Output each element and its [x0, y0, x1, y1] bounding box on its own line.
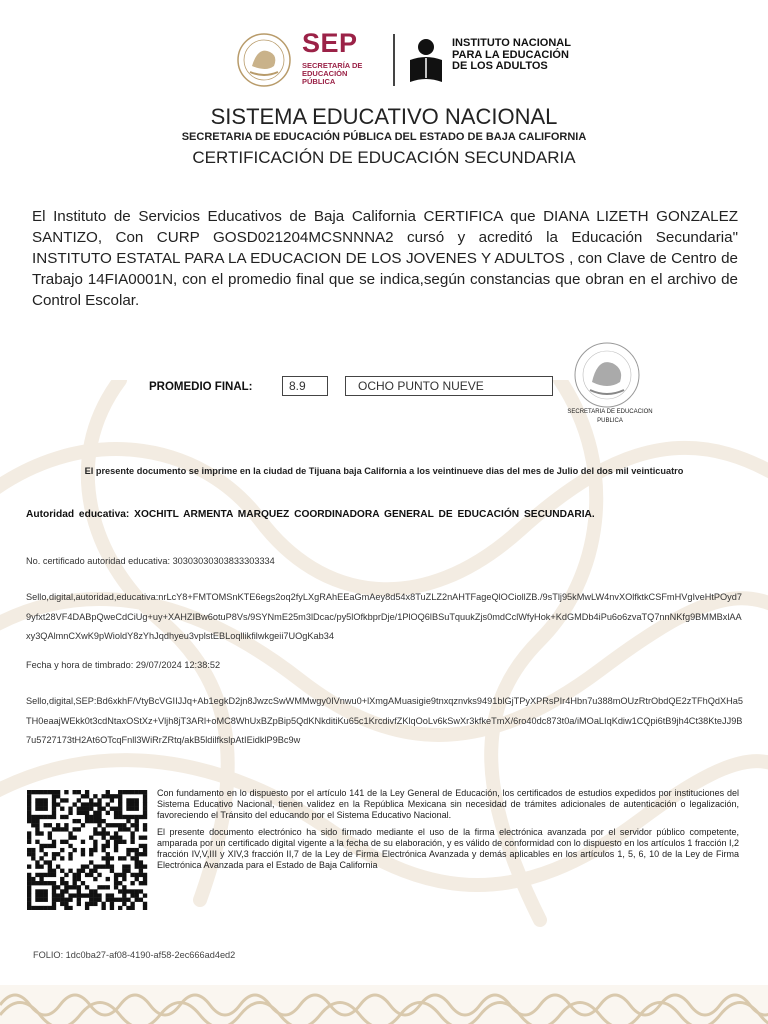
- inea-logo-text: INSTITUTO NACIONAL PARA LA EDUCACIÓN DE LOS ADULTOS: [452, 37, 571, 72]
- issue-place-statement: El presente documento se imprime en la ciudad de Tijuana baja California a los veintinueve dias del mes de Julio del dos mil veinticuatro: [84, 466, 684, 476]
- seal-caption: SECRETARIA DE EDUCACION PUBLICA: [567, 409, 653, 424]
- promedio-words: OCHO PUNTO NUEVE: [345, 376, 553, 396]
- authority-value: XOCHITL ARMENTA MARQUEZ COORDINADORA GENERAL DE EDUCACIÓN SECUNDARIA.: [134, 509, 595, 520]
- folio: FOLIO: 1dc0ba27-af08-4190-af58-2ec666ad4ed2: [33, 950, 236, 960]
- promedio-value: 8.9: [282, 376, 328, 396]
- legal-paragraph-1: Con fundamento en lo dispuesto por el artículo 141 de la Ley General de Educación, los certificados de estudios expedidos por instituciones del Sistema Educativo Nacional, tienen validez en la República Mexicana sin necesidad de trámites adicionales de autenticación o legalización, favoreciendo el Tránsito del educando por el Sistema Educativo Nacional.: [157, 788, 739, 820]
- promedio-label: PROMEDIO FINAL:: [149, 381, 253, 393]
- page-title: SISTEMA EDUCATIVO NACIONAL: [210, 104, 558, 129]
- authority-label: Autoridad educativa:: [26, 509, 130, 520]
- certificate-number: No. certificado autoridad educativa: 30303030303833303334: [26, 556, 275, 566]
- sep-digital-seal: Sello,digital,SEP:Bd6xkhF/VtyBcVGIIJJq+Ab1egkD2jn8JwzcSwWMMwgy0IVnwu0+lXmgAMuasigie9tnxqznvks9491blGjTPyXPRsPIr4Hbn7u388mOUzRtrObdQE2zTFhQdXHa5TH0eaajWEkk0t3cdNtaxOStXz+Vljh8jT3ARl+oMC8WhUxBZpBip5QdKNkditiKu65c1KrcdivfZKlqOoLv6kSwXr3kfkeTmX/6ro40dc873t0a/iMOaLIqKdiw1CQpi6tB9jh4Ct38KteJJ9B7u5727173tH2At6OTcqFnll3WiRrZRtq/akB5ldilfkslpAtIEidklP9Bc9w: [26, 696, 743, 745]
- sep-logo-subtitle: SECRETARÍA DE EDUCACIÓN PÚBLICA: [302, 61, 363, 86]
- sep-seal-icon: [568, 340, 646, 410]
- header-divider: [393, 34, 395, 86]
- bottom-ornament-band: [0, 985, 768, 1024]
- certificate-title: CERTIFICACIÓN DE EDUCACIÓN SECUNDARIA: [192, 148, 576, 167]
- stamp-timestamp: Fecha y hora de timbrado: 29/07/2024 12:38:52: [26, 660, 221, 670]
- certification-paragraph: El Instituto de Servicios Educativos de Baja California CERTIFICA que DIANA LIZETH GONZALEZ SANTIZO, Con CURP GOSD021204MCSNNNA2 cursó y acreditó la Educación Secundaria" INSTITUTO ESTATAL PARA LA EDUCACION DE LOS JOVENES Y ADULTOS , con Clave de Centro de Trabajo 14FIA0001N, con el promedio final que se indica,según constancias que obran en el archivo de Control Escolar.: [32, 208, 738, 309]
- legal-paragraph-2: El presente documento electrónico ha sido firmado mediante el uso de la firma electrónica avanzada por el servidor público competente, amparada por un certificado digital vigente a la fecha de su elaboración, y es válido de conformidad con lo dispuesto en los artículos 1 fracción I,2 fracción IV,V,III y XIV,3 fracción II,7 de la Ley de Firma Electrónica Avanzada y demás aplicables en los artículos 1, 5, 6, 10 de la Ley de Firma Electrónica Avanzada para el Estado de Baja California: [157, 827, 739, 870]
- page-subtitle: SECRETARIA DE EDUCACIÓN PÚBLICA DEL ESTADO DE BAJA CALIFORNIA: [181, 131, 587, 143]
- educational-authority: [26, 509, 595, 520]
- mexico-coat-of-arms-icon: [234, 32, 294, 88]
- legal-notice: [157, 788, 739, 877]
- qr-code: [24, 790, 150, 910]
- authority-digital-seal: Sello,digital,autoridad,educativa:nrLcY8+FMTOMSnKTE6egs2oq2fyLXgRAhEEaGmAey8d54x8TuZLZ2nAHTFageQlOCiollZB./9sTlj95kMwLW4nvXOlfktkCSFmHVgIveHtPOyd79yfxt28VF4DABpQweCdCiUg+uy+XAHZIBw6otuP8Vs/9SYNmE25m3lDcac/py5lOfkbprDje/1PlOQ6lBSuTquukZjs0mdCclWfyHok+KdGMDb4iPu6o6zvaTQ7nnNKfg9BMMBxlAAxy3QAlmnCXwK9pWioldY8zYhJqdhyeu3vplstEBLoqllikfilwkgeii7UOgKab34: [26, 592, 742, 641]
- sep-logo-word: SEP: [302, 28, 358, 58]
- inea-reader-icon: [406, 38, 446, 84]
